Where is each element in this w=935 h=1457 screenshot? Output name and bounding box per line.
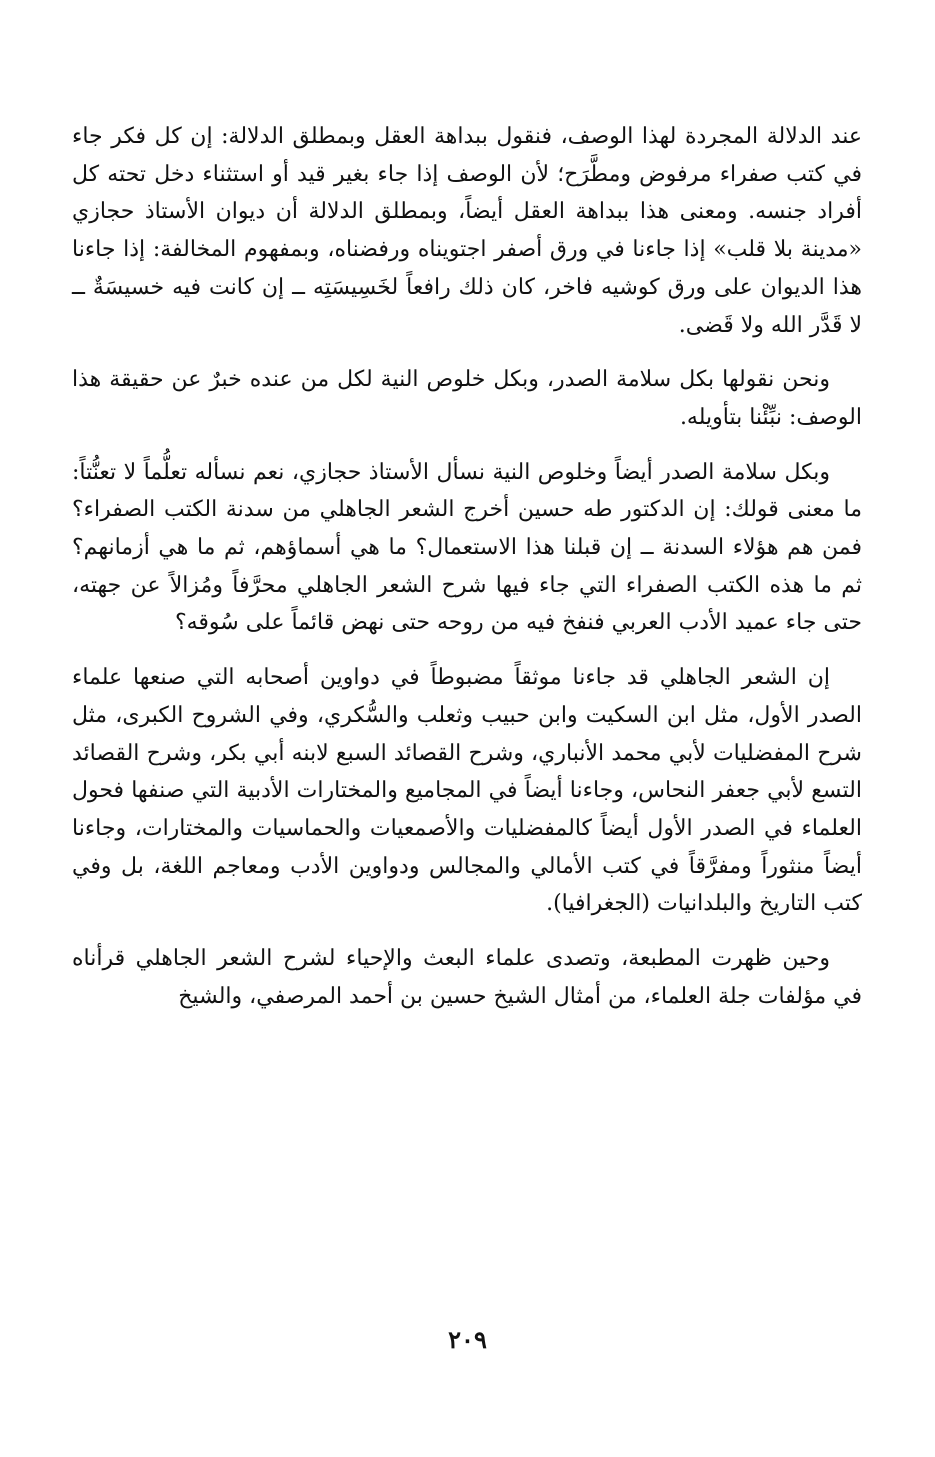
- page-number: ٢٠٩: [448, 1325, 487, 1354]
- paragraph-5: وحين ظهرت المطبعة، وتصدى علماء البعث والإحياء لشرح الشعر الجاهلي قرأناه في مؤلفات جلة العلماء، من أمثال الشيخ حسين بن أحمد المرصفي، والشيخ: [72, 946, 862, 1009]
- paragraph-1: عند الدلالة المجردة لهذا الوصف، فنقول ببداهة العقل وبمطلق الدلالة: إن كل فكر جاء في كتب صفراء مرفوض ومطَّرَح؛ لأن الوصف إذا جاء بغير قيد أو استثناء دخل تحته كل أفراد جنسه. ومعنى هذا ببداهة العقل أيضاً، وبمطلق الدلالة أن ديوان الأستاذ حجازي «مدينة بلا قلب» إذا جاءنا في ورق أصفر اجتويناه ورفضناه، وبمفهوم المخالفة: إذا جاءنا هذا الديوان على ورق كوشيه فاخر، كان ذلك رافعاً لخَسِيسَتِه ــ إن كانت فيه خسيسَةٌ ــ لا قَدَّر الله ولا قَضى.: [72, 124, 862, 338]
- paragraph-3: وبكل سلامة الصدر أيضاً وخلوص النية نسأل الأستاذ حجازي، نعم نسأله تعلُّماً لا تعنُّتاً: ما معنى قولك: إن الدكتور طه حسين أخرج الشعر الجاهلي من سدنة الكتب الصفراء؟ فمن هم هؤلاء السدنة ــ إن قبلنا هذا الاستعمال؟ ما هي أسماؤهم، ثم ما هي أزمانهم؟ ثم ما هذه الكتب الصفراء التي جاء فيها شرح الشعر الجاهلي محرَّفاً ومُزالاً عن جهته، حتى جاء عميد الأدب العربي فنفخ فيه من روحه حتى نهض قائماً على سُوقه؟: [72, 459, 863, 636]
- body-text: [72, 118, 862, 1032]
- paragraph-4: إن الشعر الجاهلي قد جاءنا موثقاً مضبوطاً في دواوين أصحابه التي صنعها علماء الصدر الأول، مثل ابن السكيت وابن حبيب وثعلب والسُّكري، وفي الشروح الكبرى، مثل شرح المفضليات لأبي محمد الأنباري، وشرح القصائد السبع لابنه أبي بكر، وشرح القصائد التسع لأبي جعفر النحاس، وجاءنا أيضاً في المجاميع والمختارات الأدبية التي صنفها فحول العلماء في الصدر الأول أيضاً كالمفضليات والأصمعيات والحماسيات والمختارات، وجاءنا أيضاً منثوراً ومفرَّقاً في كتب الأمالي والمجالس ودواوين الأدب ومعاجم اللغة، بل وفي كتب التاريخ والبلدانيات (الجغرافيا).: [72, 665, 862, 917]
- paragraph-2: ونحن نقولها بكل سلامة الصدر، وبكل خلوص النية لكل من عنده خبرٌ عن حقيقة هذا الوصف: نبِّئْنا بتأويله.: [72, 367, 862, 430]
